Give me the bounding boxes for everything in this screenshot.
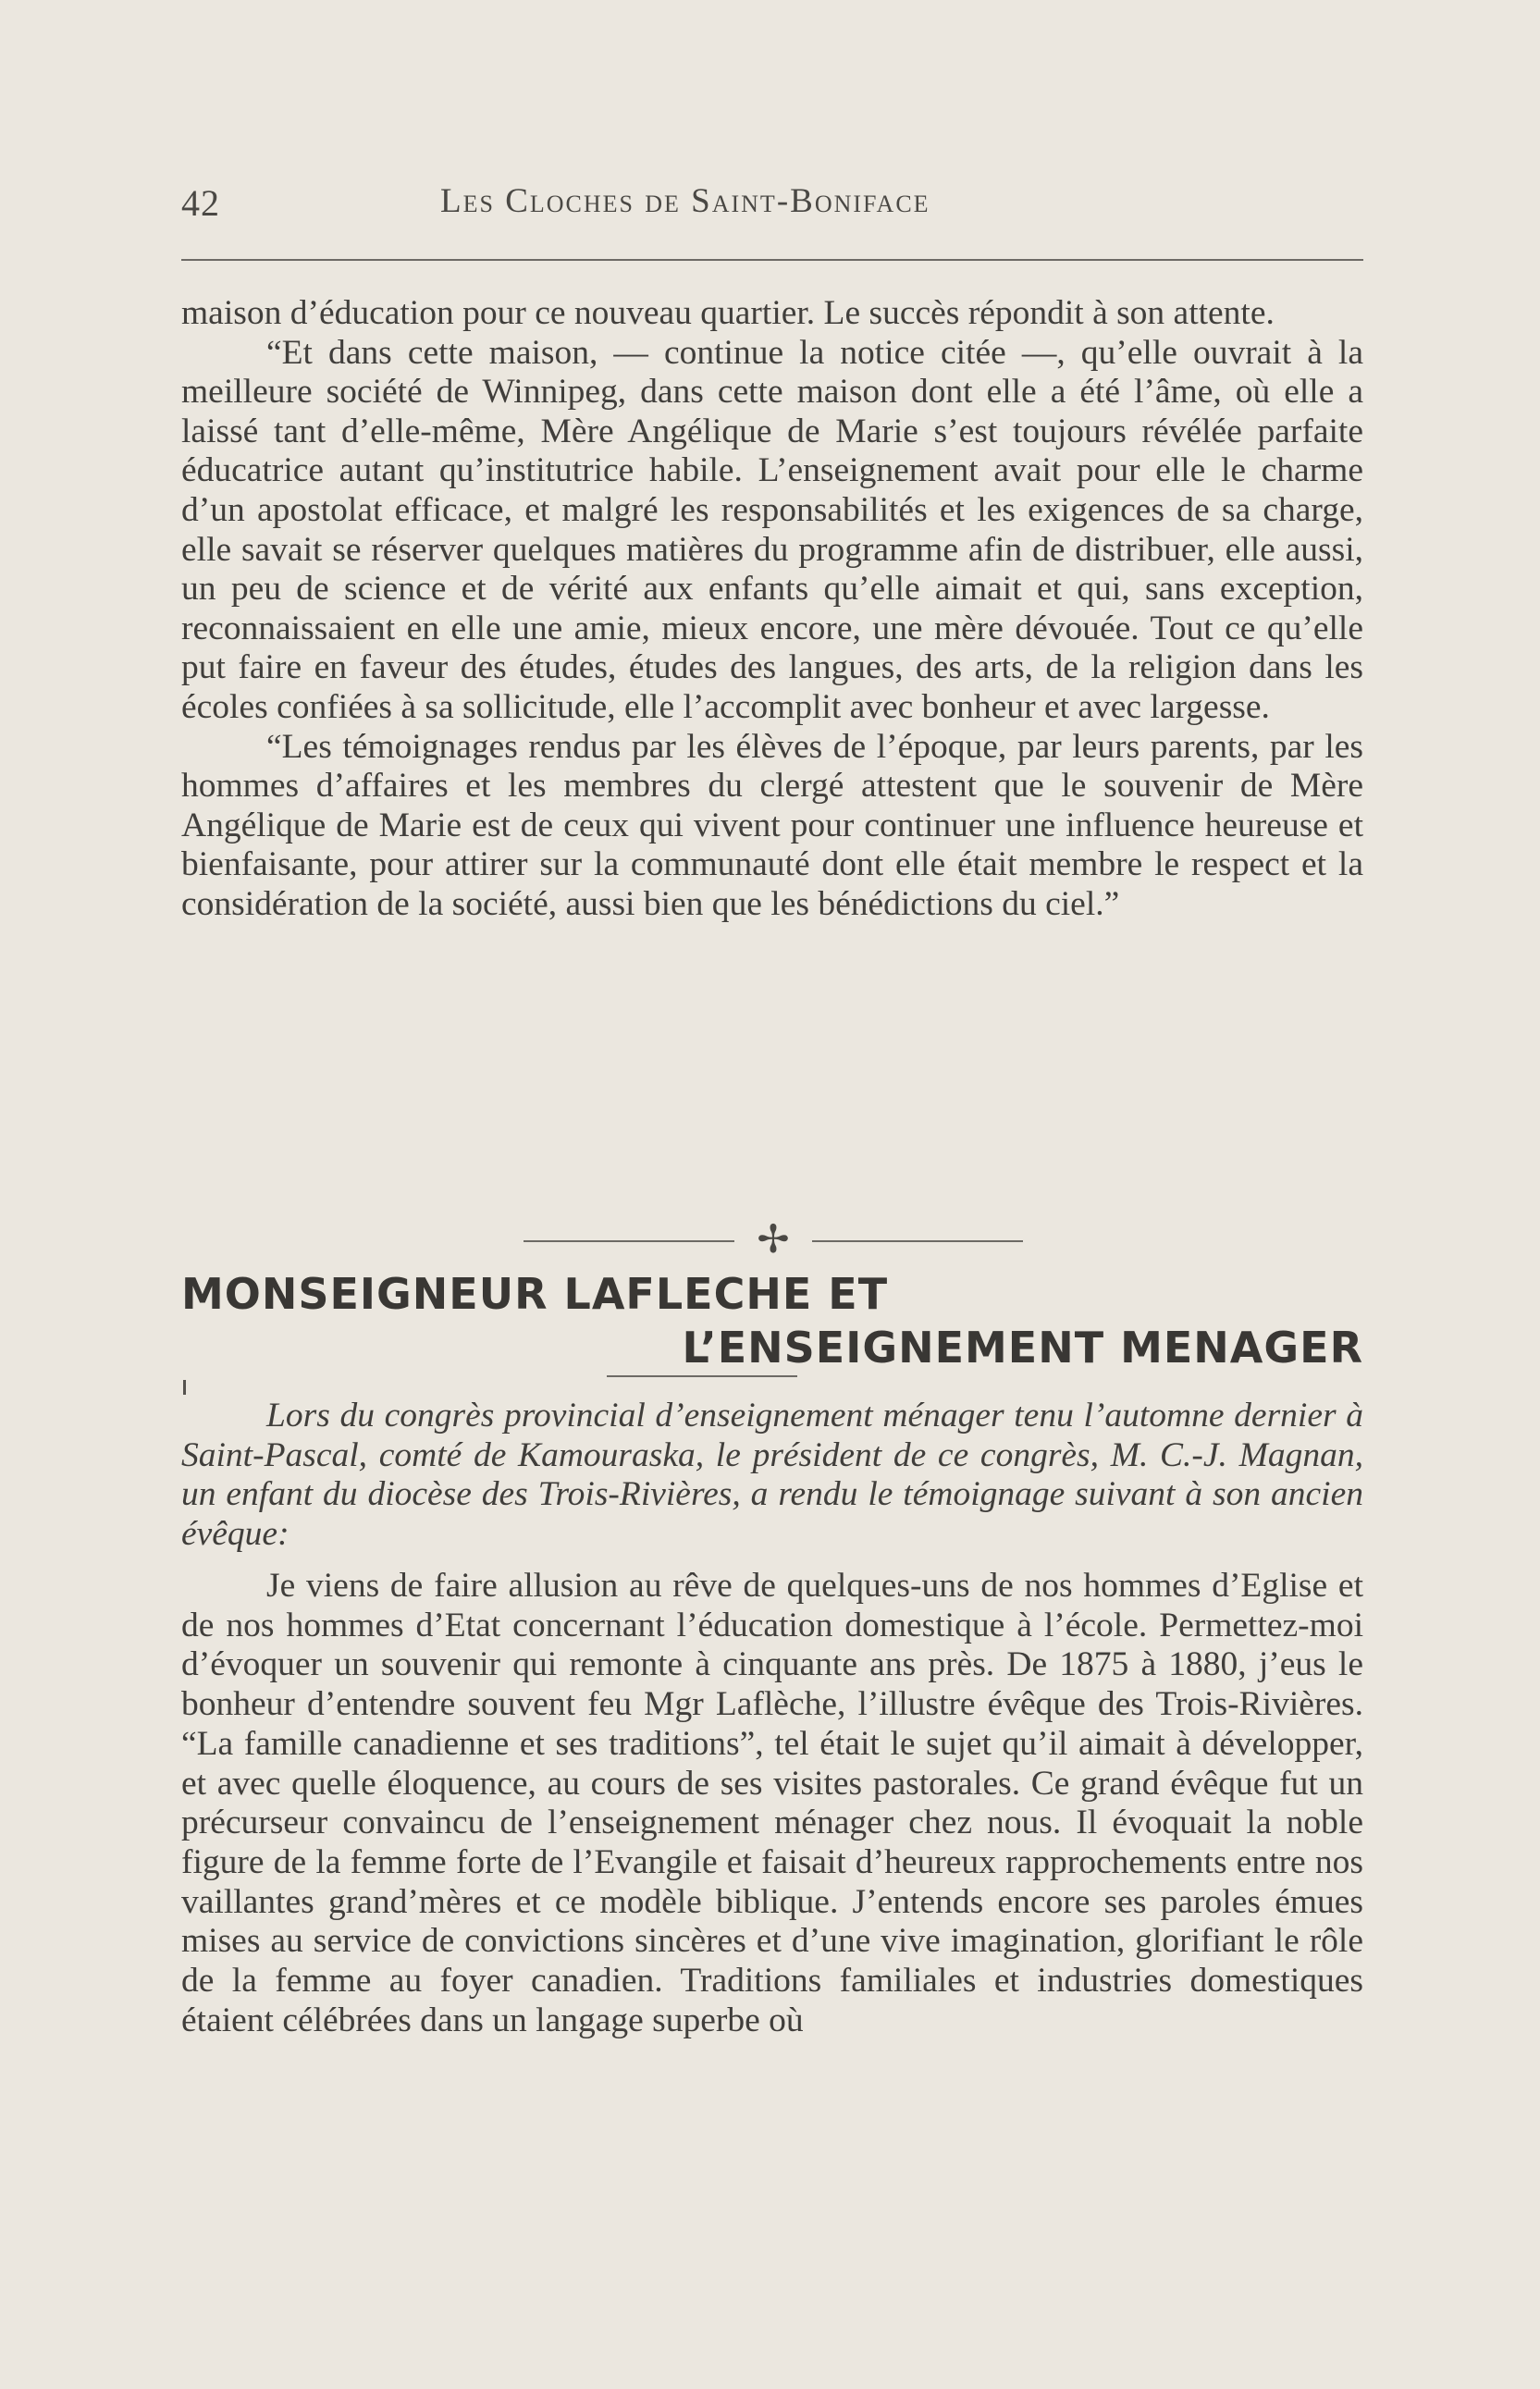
cross-ornament-icon: ✢ [757,1219,790,1262]
section-separator [524,1219,1023,1262]
main-text [181,294,1363,925]
section-heading [181,1267,1363,1374]
separator-line-left [524,1240,734,1242]
separator-line-right [812,1240,1023,1242]
header-rule [181,259,1363,261]
section-title-line-1: MONSEIGNEUR LAFLECHE ET [181,1269,889,1319]
stray-print-mark [183,1380,186,1395]
section-intro [181,1397,1363,1554]
section-title-line-2: L’ENSEIGNEMENT MENAGER [682,1323,1363,1373]
paragraph-quote-2: “Les témoignages rendus par les élèves de l’époque, par leurs parents, par les hommes d’affaires et les membres du clergé attestent que le souvenir de Mère Angélique de Marie est de ceux qui vivent pour continuer une influence heureuse et bienfaisante, pour attirer sur la communauté dont elle était membre le respect et la considération de la société, aussi bien que les bénédictions du ciel.” [181,727,1363,923]
paragraph-quote-1: “Et dans cette maison, — continue la notice citée —, qu’elle ouvrait à la meilleure société de Winnipeg, dans cette maison dont elle a été l’âme, où elle a laissé tant d’elle-même, Mère Angélique de Marie s’est toujours révélée parfaite éducatrice autant qu’institutrice habile. L’enseignement avait pour elle le charme d’un apostolat efficace, et malgré les responsabilités et les exigences de sa charge, elle savait se réserver quelques matières du programme afin de distribuer, elle aussi, un peu de science et de vérité aux enfants qu’elle aimait et qui, sans exception, reconnaissaient en elle une amie, mieux encore, une mère dévouée. Tout ce qu’elle put faire en faveur des études, études des langues, des arts, de la religion dans les écoles confiées à sa sollicitude, elle l’accomplit avec bonheur et avec largesse. [181,333,1363,726]
intro-paragraph: Lors du congrès provincial d’enseignement ménager tenu l’automne dernier à Saint-Pascal, comté de Kamouraska, le président de ce congrès, M. C.-J. Magnan, un enfant du diocèse des Trois-Rivières, a rendu le témoignage suivant à son ancien évêque: [181,1397,1363,1553]
running-title: Les Cloches de Saint-Boniface [440,182,930,220]
page-header [181,181,1363,237]
paragraph-continuation: maison d’éducation pour ce nouveau quartier. Le succès répondit à son attente. [181,294,1275,332]
section-body [181,1567,1363,2040]
page-number: 42 [181,182,220,224]
section-paragraph: Je viens de faire allusion au rêve de quelques-uns de nos hommes d’Eglise et de nos hommes d’Etat concernant l’éducation domestique à l’école. Permettez-moi d’évoquer un souvenir qui remonte à cinquante ans près. De 1875 à 1880, j’eus le bonheur d’entendre souvent feu Mgr Laflèche, l’illustre évêque des Trois-Rivières. “La famille canadienne et ses traditions”, tel était le sujet qu’il aimait à développer, et avec quelle éloquence, au cours de ses visites pastorales. Ce grand évêque fut un précurseur convaincu de l’enseignement ménager chez nous. Il évoquait la noble figure de la femme forte de l’Evangile et faisait d’heureux rapprochements entre nos vaillantes grand’mères et ce modèle biblique. J’entends encore ses paroles émues mises au service de convictions sincères et d’une vive imagination, glorifiant le rôle de la femme au foyer canadien. Traditions familiales et industries domestiques étaient célébrées dans un langage superbe où [181,1567,1363,2039]
title-rule [607,1375,797,1377]
